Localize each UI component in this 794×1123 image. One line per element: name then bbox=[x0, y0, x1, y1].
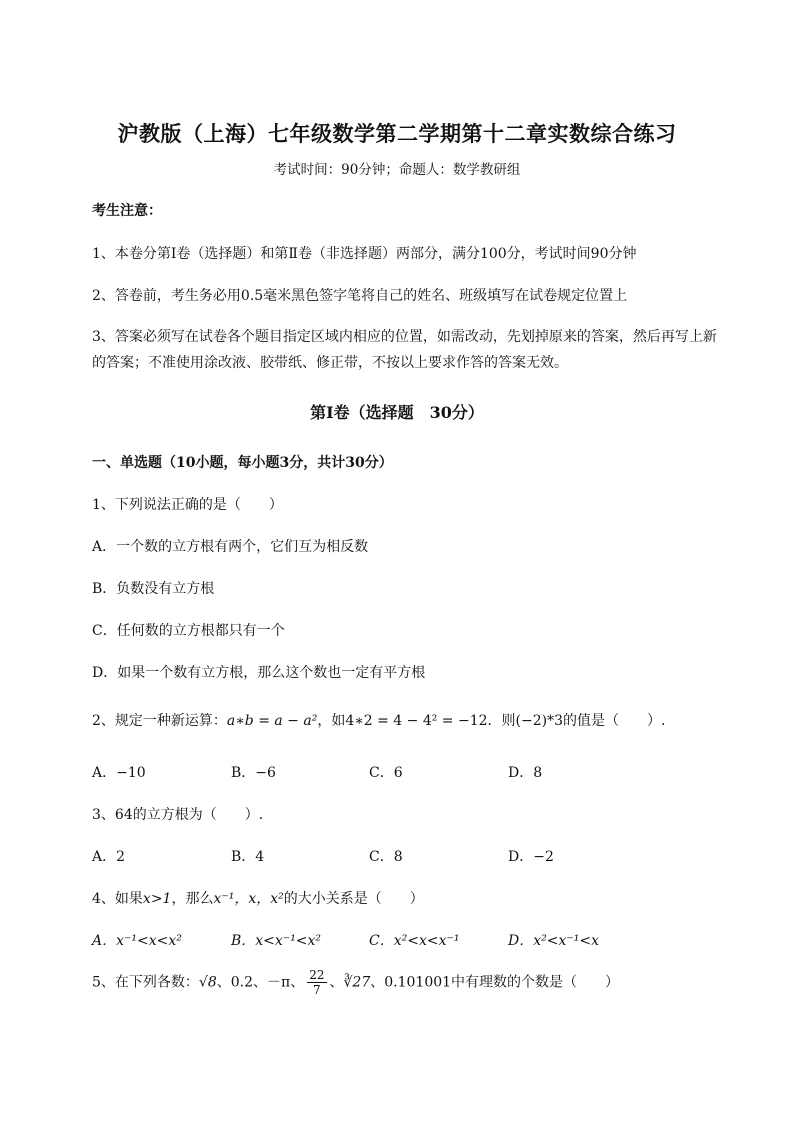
notes-heading: 考生注意： bbox=[92, 203, 162, 219]
question-3-option-a: A．2 bbox=[92, 849, 126, 865]
question-5-prefix: 5、在下列各数： bbox=[92, 974, 199, 991]
question-4-option-a: A．x⁻¹<x<x² bbox=[92, 933, 182, 949]
note-item-2: 2、答卷前，考生务必用0.5毫米黑色签字笔将自己的姓名、班级填写在试卷规定位置上 bbox=[92, 288, 628, 304]
question-4-prefix: 4、如果 bbox=[92, 891, 143, 907]
question-4-condition: x>1 bbox=[142, 891, 172, 907]
question-5-suffix: 、0.101001中有理数的个数是（ ） bbox=[370, 974, 620, 991]
part-heading: 一、单选题（10小题，每小题3分，共计30分） bbox=[92, 455, 393, 471]
question-2-option-a: A．−10 bbox=[92, 765, 146, 781]
question-4-terms: x⁻¹，x，x² bbox=[213, 891, 284, 907]
question-2-prefix: 2、规定一种新运算： bbox=[92, 713, 227, 729]
question-2-example: 4∗2 = 4 − 4² = −12 bbox=[345, 713, 488, 729]
section-title: 第Ⅰ卷（选择题 30分） bbox=[310, 403, 484, 422]
question-1-option-c: C．任何数的立方根都只有一个 bbox=[92, 623, 285, 639]
question-3-stem: 3、64的立方根为（ ）. bbox=[92, 807, 264, 823]
question-3-option-d: D．−2 bbox=[508, 849, 554, 865]
question-5-stem bbox=[92, 968, 619, 997]
question-1-option-d: D．如果一个数有立方根，那么这个数也一定有平方根 bbox=[92, 665, 426, 681]
note-item-1: 1、本卷分第Ⅰ卷（选择题）和第Ⅱ卷（非选择题）两部分，满分100分，考试时间90分钟 bbox=[92, 246, 637, 262]
question-2-option-d: D．8 bbox=[508, 765, 543, 781]
question-5-sep-1: 、0.2、－π、 bbox=[216, 974, 305, 991]
question-2-definition: a∗b = a − a² bbox=[226, 713, 318, 729]
fraction-denominator: 7 bbox=[313, 983, 321, 997]
question-3-option-b: B．4 bbox=[231, 849, 265, 865]
question-5-fraction bbox=[307, 968, 326, 997]
question-2-stem bbox=[92, 710, 665, 730]
page-title: 沪教版（上海）七年级数学第二学期第十二章实数综合练习 bbox=[117, 121, 677, 146]
fraction-numerator: 22 bbox=[309, 968, 325, 982]
question-4-suffix: 的大小关系是（ ） bbox=[283, 891, 424, 907]
question-5-sqrt-8: √8 bbox=[198, 974, 217, 991]
question-4-option-d: D．x²<x⁻¹<x bbox=[508, 933, 599, 949]
question-4-stem bbox=[92, 888, 424, 908]
question-2-option-c: C．6 bbox=[369, 765, 403, 781]
question-2-option-b: B．−6 bbox=[231, 765, 276, 781]
question-4-option-b: B．x<x⁻¹<x² bbox=[231, 933, 322, 949]
question-2-suffix: ．则(−2)*3的值是（ ）. bbox=[487, 713, 666, 729]
question-1-option-b: B．负数没有立方根 bbox=[92, 581, 215, 597]
question-1-stem: 1、下列说法正确的是（ ） bbox=[92, 497, 283, 513]
question-4-option-c: C．x²<x<x⁻¹ bbox=[369, 933, 460, 949]
question-5-sep-2: 、 bbox=[329, 974, 344, 991]
note-item-3-line-1: 3、答案必须写在试卷各个题目指定区域内相应的位置，如需改动，先划掉原来的答案，然后再写上新 bbox=[92, 329, 717, 345]
exam-subtitle: 考试时间：90分钟；命题人：数学教研组 bbox=[273, 162, 521, 178]
question-1-option-a: A．一个数的立方根有两个，它们互为相反数 bbox=[92, 539, 369, 555]
question-5-cbrt-27: ∛27 bbox=[343, 974, 371, 991]
question-2-mid: ，如 bbox=[317, 713, 346, 729]
question-4-mid: ，那么 bbox=[171, 891, 214, 907]
note-item-3-line-2: 的答案；不准使用涂改液、胶带纸、修正带，不按以上要求作答的答案无效。 bbox=[92, 355, 568, 371]
question-3-option-c: C．8 bbox=[369, 849, 403, 865]
